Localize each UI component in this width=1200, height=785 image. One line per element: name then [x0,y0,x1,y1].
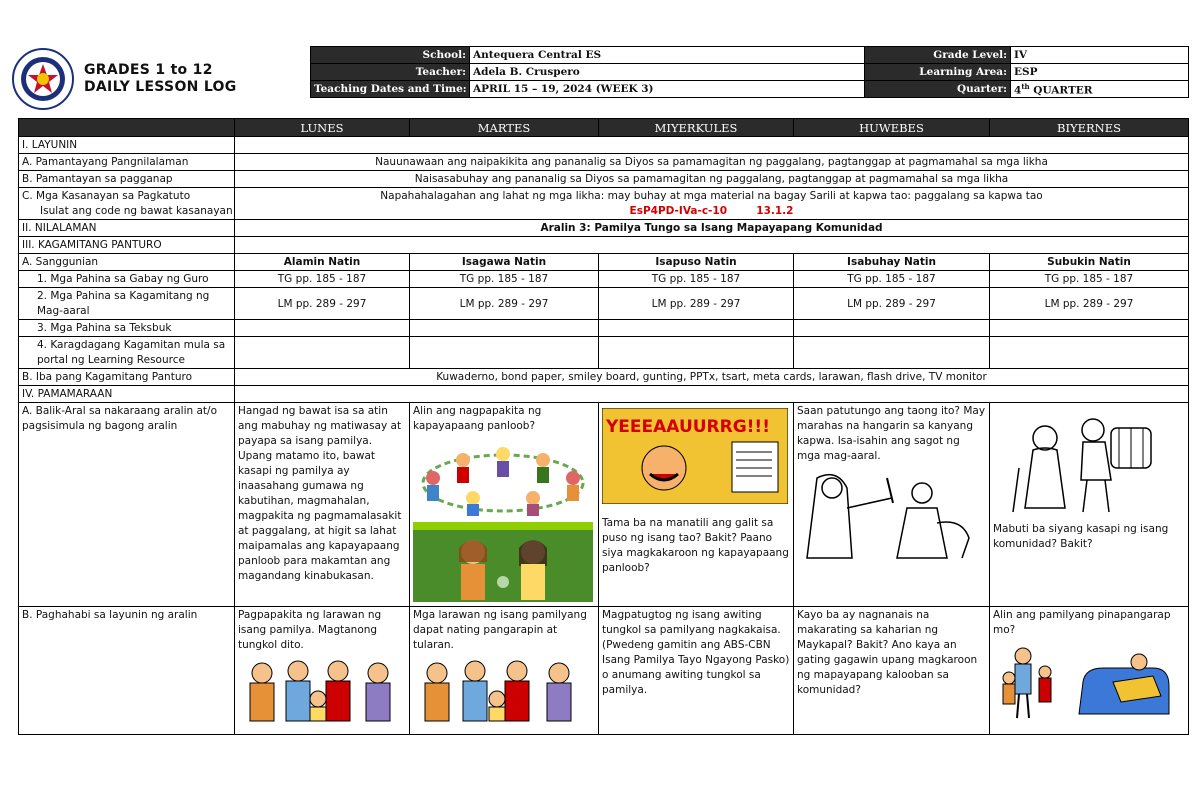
balik-aral-miyerkules [599,403,794,607]
lesson-table [18,118,1189,735]
lm-label-1: 2. Mga Pahina sa Kagamitang ng [37,289,210,302]
lm-cell: LM pp. 289 - 297 [235,288,410,320]
pagganap-text: Naisasabuhay ang pananalig sa Diyos sa pamamagitan ng paggalang, pagtanggap at pagmamahal sa mga likha [235,171,1189,188]
sanggunian-label: A. Sanggunian [19,254,235,271]
dates-value: APRIL 15 – 19, 2024 (WEEK 3) [470,81,865,98]
children-circle-illustration [413,438,593,518]
family-portrait-illustration [238,657,406,723]
tg-cell: TG pp. 185 - 187 [599,271,794,288]
iba-text: Kuwaderno, bond paper, smiley board, gunting, PPTx, tsart, meta cards, larawan, flash drive, TV monitor [235,369,1189,386]
family-and-couch-illustration [993,642,1179,722]
family-portrait-illustration [413,657,589,723]
area-value: ESP [1011,64,1189,81]
nilalaman-heading: II. NILALAMAN [19,220,235,237]
paghahabi-martes-text: Mga larawan ng isang pamilyang dapat nating pangarapin at tularan. [413,609,587,651]
quarter-suffix: th [1021,81,1030,91]
elderly-woman-helped-illustration [993,408,1179,518]
karagdagan-cell [599,337,794,369]
day-header-miyerkules: MIYERKULES [599,119,794,137]
comic-text: YEEEAAUURRG!!! [606,417,770,437]
quarter-word: QUARTER [1029,84,1093,97]
iba-label: B. Iba pang Kagamitang Panturo [19,369,235,386]
sanggunian-day-3: Isapuso Natin [599,254,794,271]
balik-aral-huwebes [794,403,990,607]
lm-label-2: Mag-aaral [37,304,90,317]
karagdagan-cell [990,337,1189,369]
paghahabi-biyernes [990,607,1189,735]
layunin-blank [235,137,1189,154]
karagdagan-label-1: 4. Karagdagang Kagamitan mula sa [37,338,226,351]
day-header-lunes: LUNES [235,119,410,137]
tg-cell: TG pp. 185 - 187 [990,271,1189,288]
header-info-table [310,46,1189,98]
balik-aral-biyernes-text: Mabuti ba siyang kasapi ng isang komunidad? Bakit? [993,523,1169,550]
corner-cell [19,119,235,137]
balik-aral-lunes: Hangad ng bawat isa sa atin ang mabuhay ng matiwasay at payapa sa isang pamilya. Upang matamo ito, bawat kasapi ng pamilya ay inaasahang gumawa ng kabutihan, magmahalan, magpakita ng pagmamalasakit at paggalang, at higit sa lahat maipamalas ang kapayapaang panloob para makamtan ang magandang kinabukasan. [235,403,410,607]
pamamaraan-blank [235,386,1189,403]
deped-seal-logo [12,48,74,110]
paghahabi-biyernes-text: Alin ang pamilyang pinapangarap mo? [993,609,1171,636]
quarter-label: Quarter: [865,81,1011,98]
day-header-martes: MARTES [410,119,599,137]
karagdagan-label [19,337,235,369]
pamantayang-label: A. Pamantayang Pangnilalaman [19,154,235,171]
kasanayan-label [19,188,235,220]
dates-label: Teaching Dates and Time: [311,81,470,98]
teksbuk-label: 3. Mga Pahina sa Teksbuk [19,320,235,337]
day-header-huwebes: HUWEBES [794,119,990,137]
kagamitan-heading: III. KAGAMITANG PANTURO [19,237,235,254]
paghahabi-miyerkules: Magpatugtog ng isang awiting tungkol sa pamilyang nagkakaisa. (Pwedeng gamitin ang ABS-CBN Isang Pamilya Tayo Ngayong Pasko) o anumang awiting tungkol sa pamilya. [599,607,794,735]
tg-label: 1. Mga Pahina sa Gabay ng Guro [19,271,235,288]
lm-cell: LM pp. 289 - 297 [410,288,599,320]
balik-aral-martes [410,403,599,607]
sanggunian-day-1: Alamin Natin [235,254,410,271]
quarter-number: 4 [1014,84,1022,97]
sanggunian-day-2: Isagawa Natin [410,254,599,271]
balik-aral-huwebes-text: Saan patutungo ang taong ito? May marahas na hangarin sa kanyang kapwa. Isa-isahin ang sagot ng mga mag-aaral. [797,405,986,462]
sanggunian-day-4: Isabuhay Natin [794,254,990,271]
teksbuk-cell [599,320,794,337]
kasanayan-label-2: Isulat ang code ng bawat kasanayan [40,204,233,217]
kasanayan-text: Napahahalagahan ang lahat ng mga likha: may buhay at mga material na bagay Sarili at kapwa tao: paggalang sa kapwa tao [380,189,1043,202]
angry-man-comic-illustration [602,408,788,504]
title-line-1: GRADES 1 to 12 [84,62,213,78]
sanggunian-day-5: Subukin Natin [990,254,1189,271]
kasanayan-cell [235,188,1189,220]
kasanayan-label-1: C. Mga Kasanayan sa Pagkatuto [22,189,191,202]
school-value: Antequera Central ES [470,47,865,64]
teksbuk-cell [794,320,990,337]
family-money-illustration [413,522,593,602]
karagdagan-label-2: portal ng Learning Resource [37,353,185,366]
kasanayan-code: EsP4PD-IVa-c-10 13.1.2 [629,204,794,217]
grade-value: IV [1011,47,1189,64]
balik-aral-biyernes [990,403,1189,607]
teksbuk-cell [990,320,1189,337]
pamantayang-text: Nauunawaan ang naipakikita ang pananalig sa Diyos sa pamamagitan ng paggalang, pagtanggap at pagmamahal sa mga likha [235,154,1189,171]
paghahabi-label: B. Paghahabi sa layunin ng aralin [19,607,235,735]
quarter-value [1011,81,1189,98]
karagdagan-cell [794,337,990,369]
tg-cell: TG pp. 185 - 187 [235,271,410,288]
title-line-2: DAILY LESSON LOG [84,79,237,95]
karagdagan-cell [410,337,599,369]
lm-cell: LM pp. 289 - 297 [599,288,794,320]
lm-cell: LM pp. 289 - 297 [794,288,990,320]
man-with-knife-illustration [797,468,977,563]
paghahabi-martes [410,607,599,735]
page-title [84,62,237,96]
balik-aral-label: A. Balik-Aral sa nakaraang aralin at/o pagsisimula ng bagong aralin [19,403,235,607]
lm-cell: LM pp. 289 - 297 [990,288,1189,320]
balik-aral-miyerkules-text: Tama ba na manatili ang galit sa puso ng isang tao? Bakit? Paano siya magkakaroon ng kapayapaang panloob? [602,517,789,574]
teksbuk-cell [410,320,599,337]
pagganap-label: B. Pamantayan sa pagganap [19,171,235,188]
teacher-label: Teacher: [311,64,470,81]
lm-label [19,288,235,320]
teacher-value: Adela B. Cruspero [470,64,865,81]
balik-aral-martes-text: Alin ang nagpapakita ng kapayapaang panloob? [413,405,542,432]
school-label: School: [311,47,470,64]
nilalaman-text: Aralin 3: Pamilya Tungo sa Isang Mapayapang Komunidad [235,220,1189,237]
paghahabi-lunes-text: Pagpapakita ng larawan ng isang pamilya. Magtanong tungkol dito. [238,609,382,651]
area-label: Learning Area: [865,64,1011,81]
tg-cell: TG pp. 185 - 187 [410,271,599,288]
paghahabi-huwebes: Kayo ba ay nagnanais na makarating sa kaharian ng Maykapal? Bakit? Ano kaya an gating gagawin upang magkaroon ng mapayapang kalooban sa komunidad? [794,607,990,735]
kagamitan-blank [235,237,1189,254]
teksbuk-cell [235,320,410,337]
layunin-heading: I. LAYUNIN [19,137,235,154]
tg-cell: TG pp. 185 - 187 [794,271,990,288]
grade-label: Grade Level: [865,47,1011,64]
pamamaraan-heading: IV. PAMAMARAAN [19,386,235,403]
paghahabi-lunes [235,607,410,735]
karagdagan-cell [235,337,410,369]
day-header-biyernes: BIYERNES [990,119,1189,137]
